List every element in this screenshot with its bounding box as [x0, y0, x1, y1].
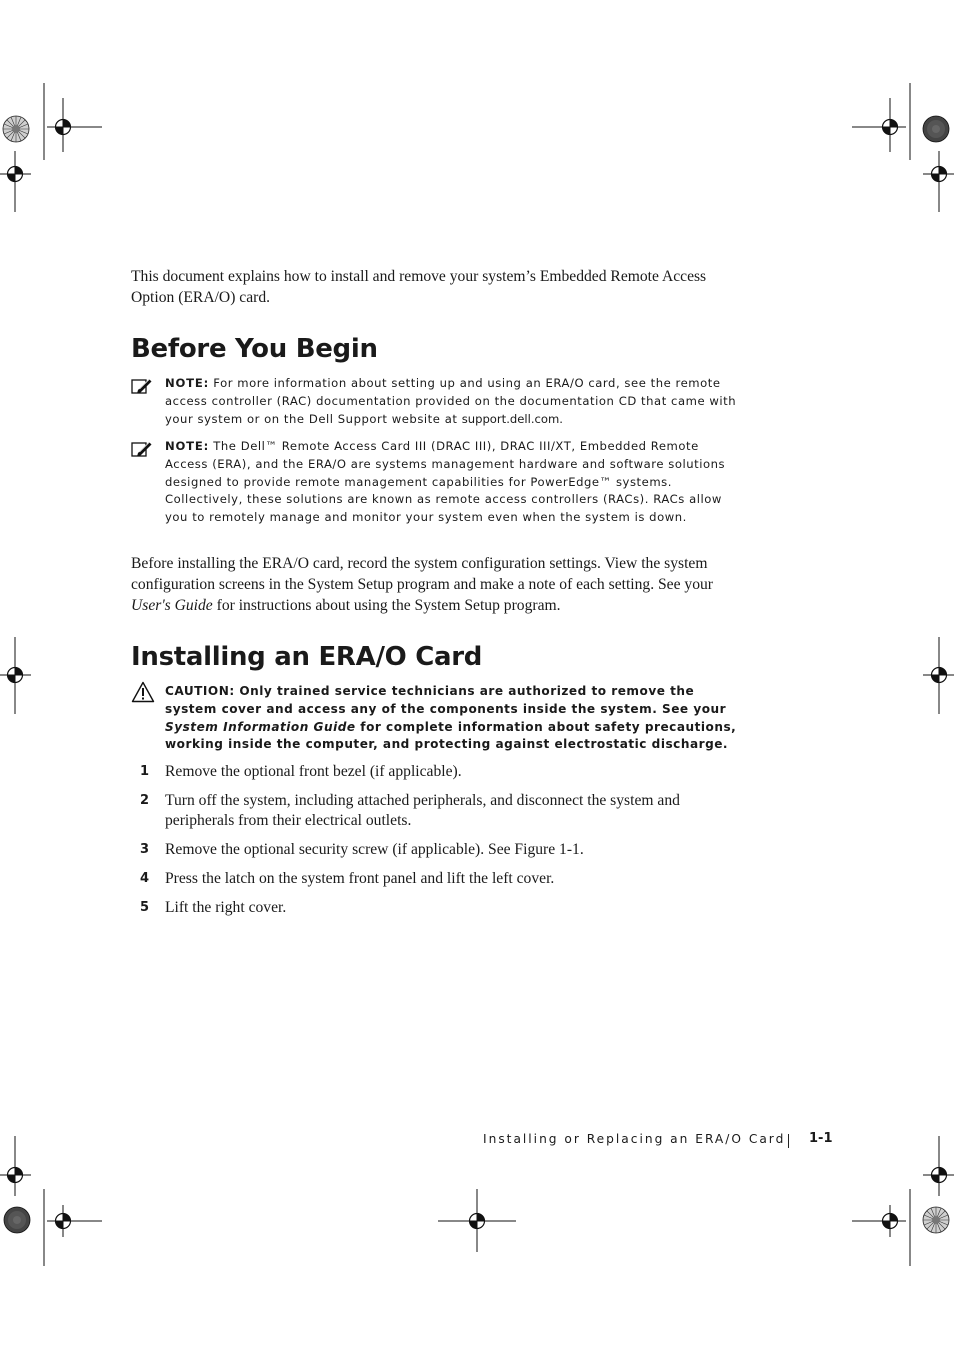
- paragraph-text: Before installing the ERA/O card, record the system configuration settings. View the system configuration screens in the System Setup program and make a note of each setting. See your: [131, 555, 714, 593]
- step-number: 3: [140, 842, 150, 857]
- footer-divider: [788, 1134, 789, 1148]
- step-text: Lift the right cover.: [165, 899, 287, 916]
- note-label: NOTE:: [165, 376, 210, 390]
- step-number: 1: [140, 764, 150, 779]
- step-item: [131, 869, 741, 889]
- users-guide-reference: User's Guide: [131, 597, 213, 614]
- install-steps-list: [131, 762, 741, 927]
- config-settings-paragraph: [131, 553, 741, 616]
- step-number: 2: [140, 793, 150, 808]
- step-item: [131, 762, 741, 782]
- step-text: Remove the optional front bezel (if applicable).: [165, 763, 462, 780]
- note-text: For more information about setting up and using an ERA/O card, see the remote access controller (RAC) documentation provided on the documentation CD that came with your system or on the Dell Support website at: [165, 376, 737, 426]
- step-number: 4: [140, 871, 150, 886]
- paragraph-text: for instructions about using the System Setup program.: [212, 597, 561, 614]
- caution-text: CAUTION: Only trained service technicians are authorized to remove the system cover and access any of the components inside the system. See your: [165, 684, 727, 716]
- page-number: 1-1: [809, 1131, 833, 1146]
- note-pencil-icon: [131, 377, 153, 401]
- note-support-info: [131, 375, 741, 428]
- step-number: 5: [140, 900, 150, 915]
- step-item: [131, 840, 741, 860]
- note-label: NOTE:: [165, 439, 210, 453]
- section-heading-before-you-begin: Before You Begin: [131, 334, 378, 364]
- running-footer-title: Installing or Replacing an ERA/O Card: [483, 1132, 786, 1146]
- caution-text: for complete information about safety precautions, working inside the computer, and protecting against electrostatic discharge.: [165, 719, 737, 752]
- note-end: .: [559, 411, 564, 426]
- step-text: Remove the optional security screw (if applicable). See Figure 1-1.: [165, 841, 584, 858]
- note-pencil-icon: [131, 440, 153, 464]
- intro-paragraph: This document explains how to install and remove your system’s Embedded Remote Access Option (ERA/O) card.: [131, 268, 707, 306]
- step-text: Turn off the system, including attached peripherals, and disconnect the system and peripherals from their electrical outlets.: [165, 792, 680, 829]
- step-text: Press the latch on the system front panel and lift the left cover.: [165, 870, 555, 887]
- section-heading-installing: Installing an ERA/O Card: [131, 642, 483, 672]
- caution-triangle-icon: [131, 681, 155, 709]
- note-rac-overview: [131, 438, 741, 527]
- step-item: [131, 898, 741, 918]
- note-text: The Dell™ Remote Access Card III (DRAC III), DRAC III/XT, Embedded Remote Access (ERA), and the ERA/O are systems management hardware and software solutions designed to provide remote management capabilities for PowerEdge™ systems. Collectively, these solutions are known as remote access controllers (RACs). RACs allow you to remotely manage and monitor your system even when the system is down.: [165, 439, 726, 525]
- step-item: [131, 791, 741, 831]
- support-website-link[interactable]: support.dell.com: [461, 411, 560, 426]
- system-information-guide-reference: System Information Guide: [165, 719, 356, 734]
- caution-notice: [131, 683, 741, 754]
